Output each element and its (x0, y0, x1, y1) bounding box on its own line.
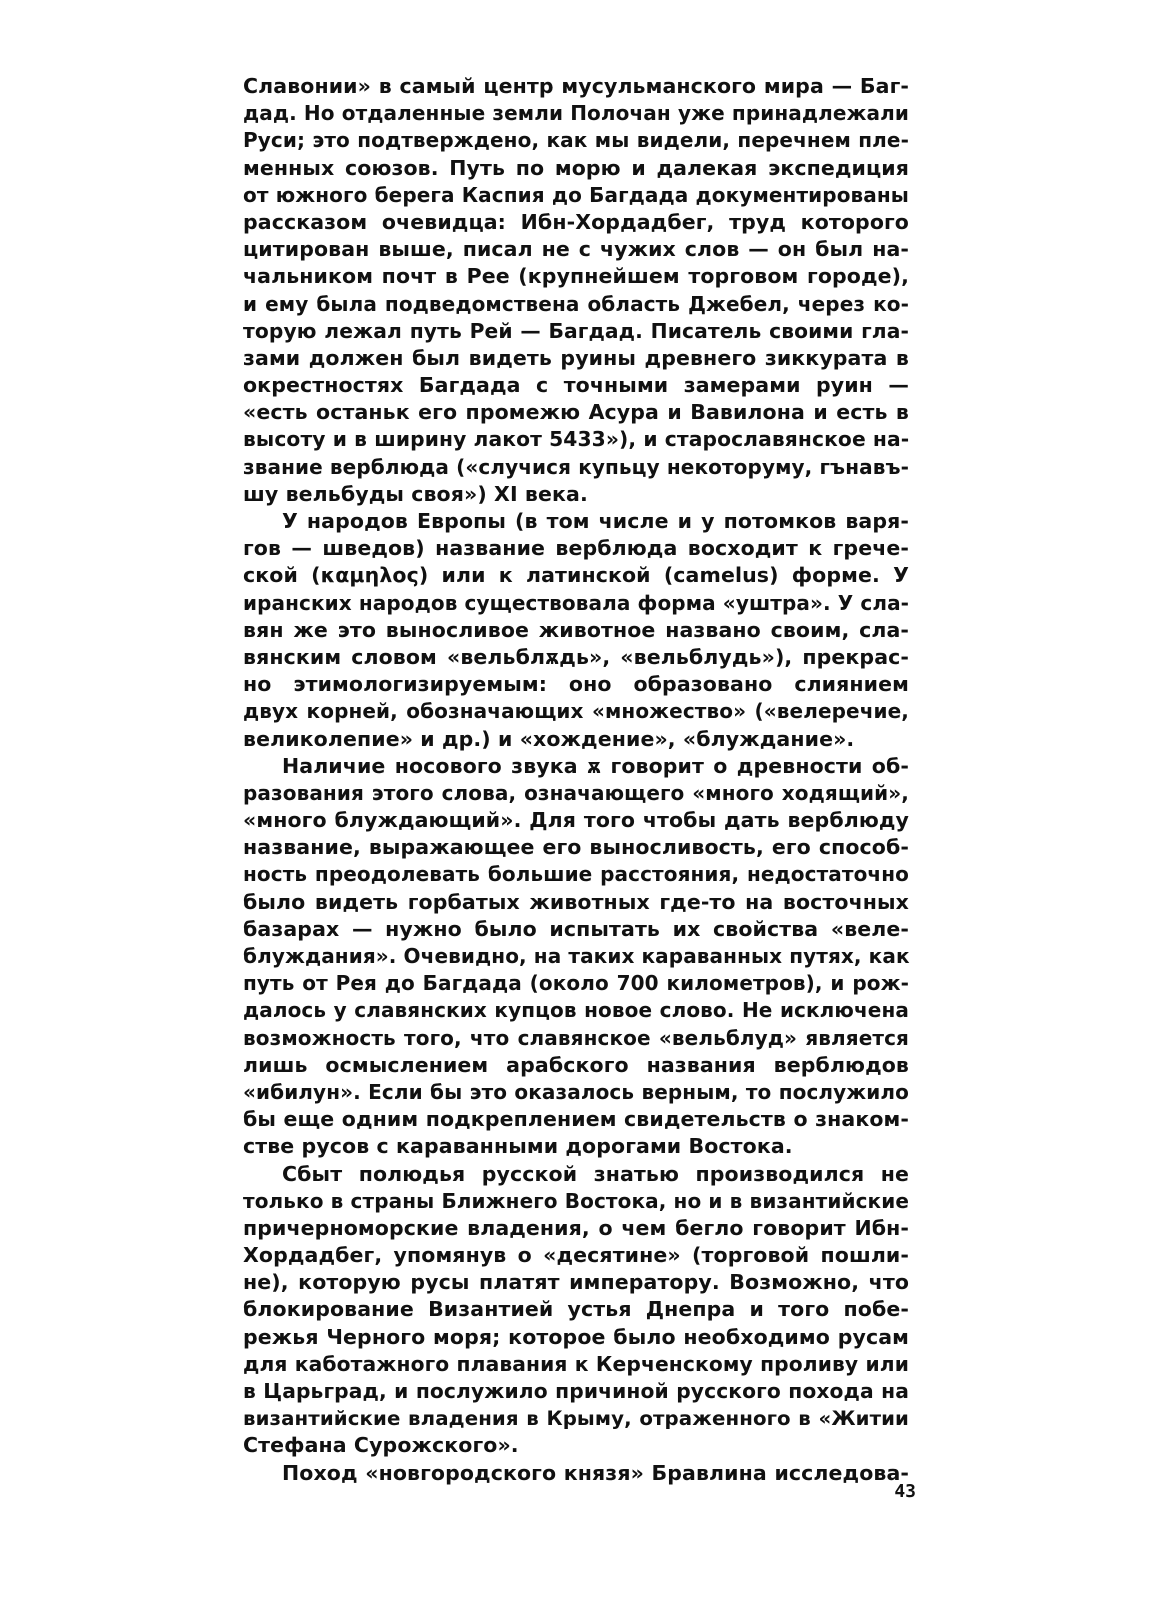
text-line: иранских народов существовала форма «уштра». У сла- (243, 590, 910, 615)
text-line: название, выражающее его выносливость, его способ- (243, 835, 909, 860)
text-line: в Царьград, и послужило причиной русского похода на (243, 1379, 909, 1403)
text-line: блуждания». Очевидно, на таких караванных путях, как (243, 944, 910, 968)
text-line: далось у славянских купцов новое слово. Не исключена (243, 998, 909, 1023)
text-line: и ему была подведомствена область Джебел, через ко- (243, 291, 909, 316)
text-line: от южного берега Каспия до Багдада документированы (243, 182, 909, 207)
text-line: базарах — нужно было испытать их свойства «веле- (243, 916, 909, 941)
text-line: было видеть горбатых животных где-то на восточных (243, 889, 909, 914)
text-line: звание верблюда («случися купьцу некоторуму, гънавъ- (243, 454, 909, 479)
text-line: великолепие» и др.) и «хождение», «блуждание». (243, 726, 855, 751)
text-line: Поход «новгородского князя» Бравлина исследова- (282, 1460, 909, 1485)
text-line: зами должен был видеть руины древнего зиккурата в (243, 345, 909, 370)
text-line: Стефана Сурожского». (243, 1433, 519, 1458)
text-line: цитирован выше, писал не с чужих слов — он был на- (243, 237, 909, 262)
text-line: высоту и в ширину лакот 5433»), и старославянское на- (243, 427, 910, 452)
text-line: «есть останьк его промежю Асура и Вавилона и есть в (243, 400, 909, 425)
text-line: Славонии» в самый центр мусульманского мира — Баг- (243, 74, 909, 98)
text-line: причерноморские владения, о чем бегло говорит Ибн- (243, 1215, 909, 1240)
text-line: менных союзов. Путь по морю и далекая экспедиция (243, 155, 909, 180)
text-line: шу вельбуды своя») XI века. (243, 481, 588, 506)
text-line: но этимологизируемым: оно образовано слиянием (243, 672, 909, 697)
text-line: путь от Рея до Багдада (около 700 километров), и рож- (243, 971, 909, 996)
text-line: «ибилун». Если бы это оказалось верным, то послужило (243, 1079, 909, 1104)
text-line: блокирование Византией устья Днепра и того побе- (243, 1297, 909, 1322)
text-line: Хордадбег, упомянув о «десятине» (торговой пошли- (243, 1243, 909, 1268)
text-line: ской (καμηλος) или к латинской (camelus) форме. У (243, 563, 909, 588)
text-line: не), которую русы платят императору. Возможно, что (243, 1270, 909, 1295)
text-line: бы еще одним подкреплением свидетельств о знаком- (243, 1107, 909, 1132)
body-text (243, 73, 909, 1487)
text-line: Сбыт полюдья русской знатью производился не (282, 1161, 909, 1186)
text-line: гов — шведов) название верблюда восходит к грече- (243, 536, 909, 561)
text-line: для каботажного плавания к Керченскому проливу или (243, 1351, 909, 1376)
text-line: вянским словом «вельблѫдь», «вельблудь»), прекрас- (243, 644, 909, 669)
text-line: рассказом очевидца: Ибн-Хордадбег, труд которого (243, 209, 909, 234)
text-line: разования этого слова, означающего «много ходящий», (243, 780, 909, 805)
text-line: Руси; это подтверждено, как мы видели, перечнем пле- (243, 128, 909, 153)
text-line: ность преодолевать большие расстояния, недостаточно (243, 862, 909, 887)
text-line: вян же это выносливое животное названо своим, сла- (243, 617, 909, 642)
text-line: окрестностях Багдада с точными замерами руин — (243, 373, 909, 398)
text-line: У народов Европы (в том числе и у потомков варя- (282, 509, 909, 533)
text-line: лишь осмыслением арабского названия верблюдов (243, 1052, 909, 1077)
text-line: дад. Но отдаленные земли Полочан уже принадлежали (243, 101, 909, 126)
text-line: возможность того, что славянское «вельблуд» является (243, 1025, 909, 1050)
text-line: чальником почт в Рее (крупнейшем торговом городе), (243, 264, 909, 289)
text-line: двух корней, обозначающих «множество» («велеречие, (243, 699, 909, 724)
text-line: режья Черного моря; которое было необходимо русам (243, 1324, 909, 1349)
text-line: Наличие носового звука ѫ говорит о древности об- (282, 753, 909, 778)
text-line: только в страны Ближнего Востока, но и в византийские (243, 1188, 909, 1213)
text-line: торую лежал путь Рей — Багдад. Писатель своими гла- (243, 318, 909, 343)
text-line: «много блуждающий». Для того чтобы дать верблюду (243, 808, 909, 833)
text-line: стве русов с караванными дорогами Востока. (243, 1134, 793, 1159)
text-line: византийские владения в Крыму, отраженного в «Житии (243, 1407, 909, 1431)
page-number: 43 (894, 1481, 916, 1502)
